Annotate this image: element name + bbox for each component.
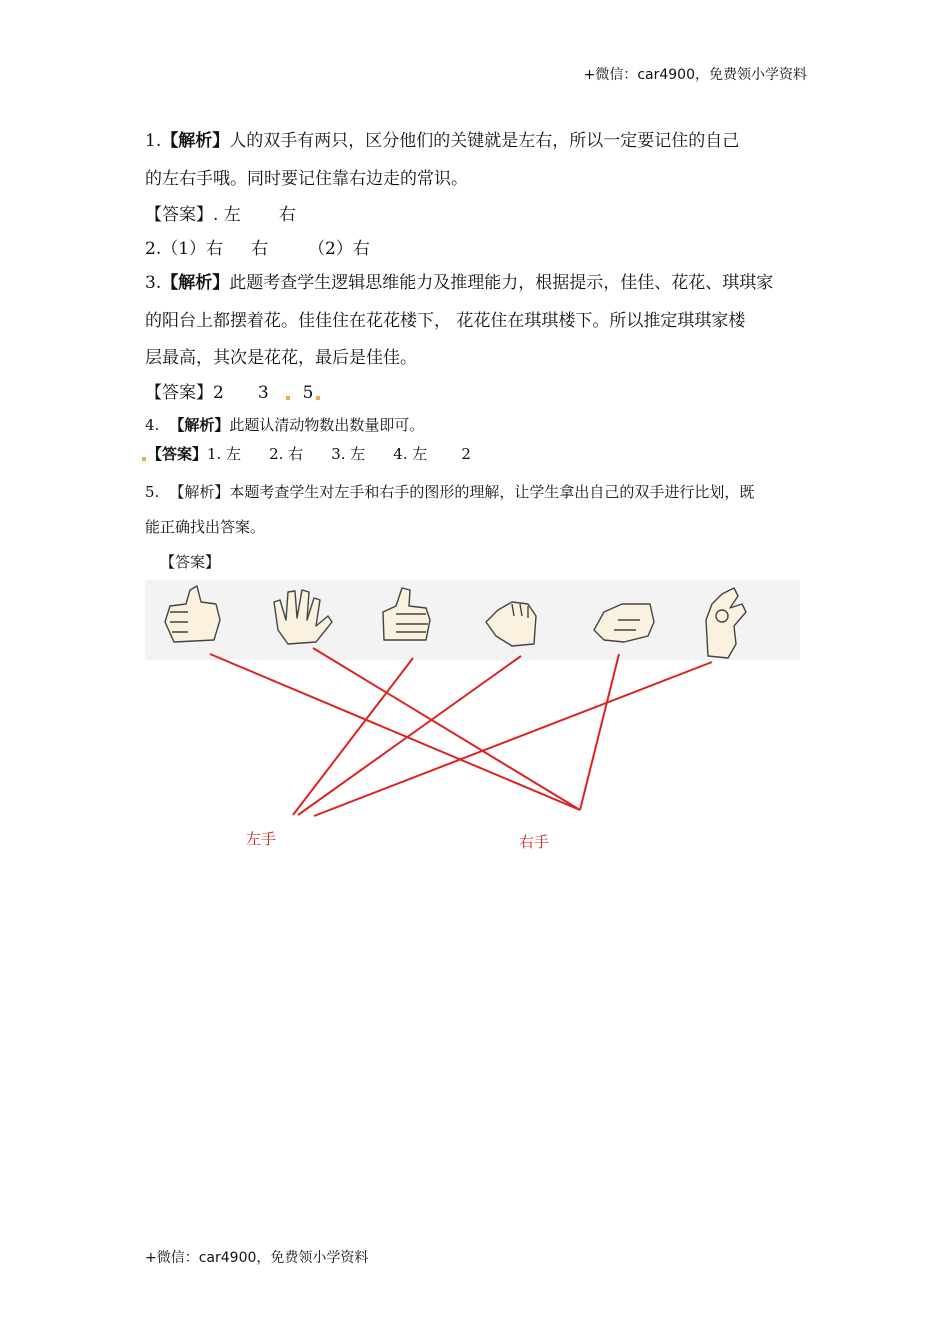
q2-number: 2. (145, 239, 162, 259)
q4-text: 此题认清动物数出数量即可。 (229, 416, 425, 434)
q3-text1: 此题考查学生逻辑思维能力及推理能力，根据提示，佳佳、花花、琪琪家 (229, 273, 774, 293)
hand-1-icon (165, 586, 220, 642)
left-hand-label: 左手 (246, 830, 277, 848)
q4-answer-1: 1. 左 (207, 445, 242, 463)
q3-answer-c: 5 (302, 383, 314, 403)
right-hand-label: 右手 (519, 833, 550, 851)
q3-number: 3. (145, 273, 162, 293)
q3-explanation-line2: 的阳台上都摆着花。佳佳住在花花楼下， 花花住在琪琪楼下。所以推定琪琪家楼 (145, 311, 746, 331)
q1-answer-tag: 【答案】 (145, 205, 213, 225)
q1-tag: 【解析】 (161, 131, 230, 151)
connector-hand5-right (580, 654, 619, 810)
q5-tag: 【解析】 (169, 483, 230, 501)
q4-answer-3: 3. 左 (331, 445, 366, 463)
page-header: +微信：car4900，免费领小学资料 (583, 67, 807, 83)
q4-answer-4: 4. 左 (393, 445, 428, 463)
connector-lines (210, 648, 712, 816)
q1-explanation-line2: 的左右手哦。同时要记住靠右边走的常识。 (145, 169, 468, 189)
q1-number: 1. (145, 131, 162, 151)
q5-number: 5. (145, 483, 160, 501)
q4-tag: 【解析】 (169, 416, 230, 434)
page-footer: +微信：car4900，免费领小学资料 (145, 1250, 369, 1266)
q2-part1: （1）右 (161, 239, 224, 259)
q4-answer-tag: 【答案】 (147, 445, 208, 463)
hand-6-icon (706, 588, 746, 658)
q5-text1: 本题考查学生对左手和右手的图形的理解，让学生拿出自己的双手进行比划，既 (229, 483, 755, 501)
hand-5-icon (594, 604, 654, 642)
q3-answer-tag: 【答案】 (145, 383, 213, 403)
q5-answer-tag: 【答案】 (160, 553, 221, 571)
q4-number: 4. (145, 416, 160, 434)
q3-answer-a: 2 (213, 383, 224, 403)
connector-hand3-left (293, 658, 413, 815)
connector-hand1-right (210, 654, 580, 810)
q2-part2: （2）右 (308, 239, 370, 259)
q3-explanation-line3: 层最高，其次是花花，最后是佳佳。 (145, 348, 417, 368)
q2-part1b: 右 (251, 239, 269, 259)
hand-3-icon (383, 588, 430, 640)
q1-answer-b: 右 (278, 205, 296, 225)
hand-2-icon (274, 590, 332, 644)
q4-answer-2: 2. 右 (269, 445, 304, 463)
q4-answer-5: 2 (461, 445, 471, 463)
q3-answer-b: 3 (257, 383, 269, 403)
connector-hand4-left (298, 656, 521, 815)
q1-text1: 人的双手有两只，区分他们的关键就是左右，所以一定要记住的自己 (229, 131, 740, 151)
q5-explanation-line2: 能正确找出答案。 (145, 518, 266, 536)
hand-4-icon (486, 602, 536, 646)
q1-answer-a: . 左 (213, 205, 241, 225)
q3-tag: 【解析】 (161, 273, 230, 293)
